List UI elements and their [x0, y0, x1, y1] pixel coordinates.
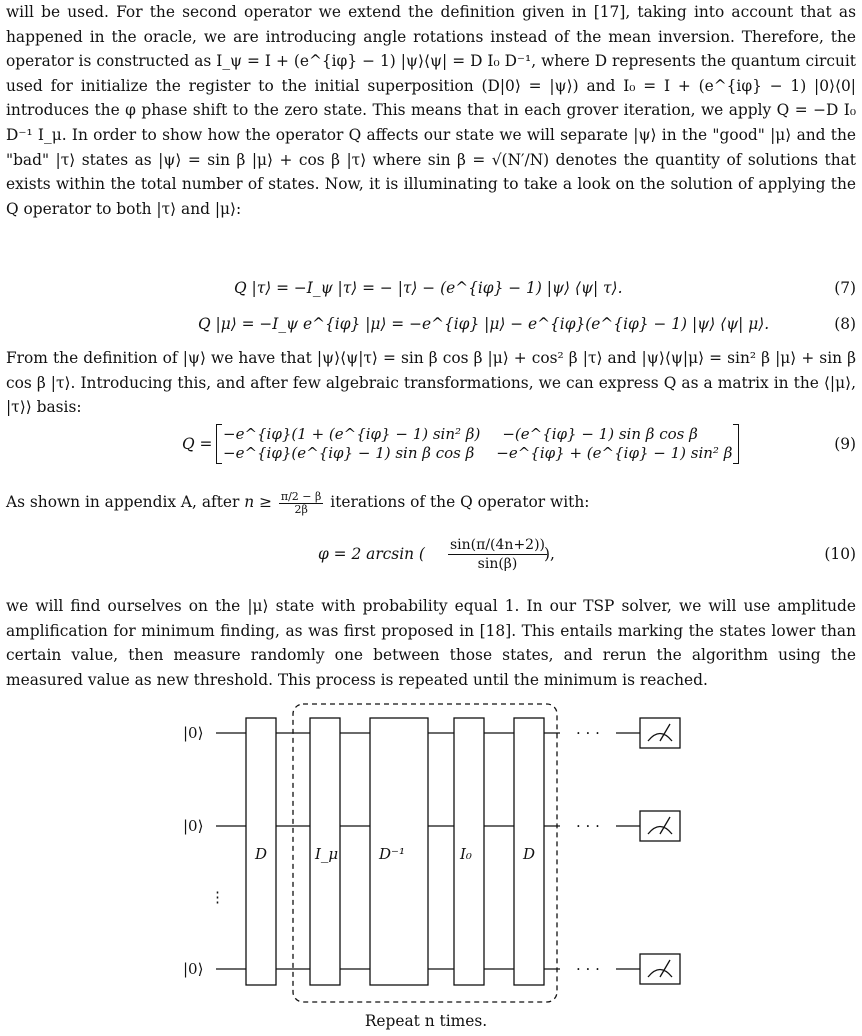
matrix-cell-11: −e^{iφ}(1 + (e^{iφ} − 1) sin² β): [223, 425, 481, 443]
equation-10-lhs: φ = 2 arcsin (: [318, 545, 425, 563]
equation-7-number: (7): [834, 279, 856, 297]
gate-label-d-final: D: [523, 845, 536, 863]
gate-label-d: D: [255, 845, 268, 863]
dots-2: · · ·: [576, 817, 600, 835]
equation-10-number: (10): [824, 545, 856, 563]
paragraph-3-inequality: n ≥: [244, 493, 272, 511]
gate-label-d-inverse: D⁻¹: [379, 845, 405, 863]
gate-label-i-zero: I₀: [460, 845, 472, 863]
qubit-label-1: |0⟩: [183, 724, 204, 742]
qubit-label-2: |0⟩: [183, 817, 204, 835]
qubit-ellipsis: ⋮: [210, 888, 225, 906]
dots-3: · · ·: [576, 960, 600, 978]
equation-8-body: Q |μ⟩ = −I_ψ e^{iφ} |μ⟩ = −e^{iφ} |μ⟩ − e^{iφ}(e^{iφ} − 1) |ψ⟩ ⟨ψ| μ⟩.: [198, 315, 770, 333]
gate-label-i-mu: I_μ: [315, 845, 339, 863]
paragraph-3-post: iterations of the Q operator with:: [330, 493, 590, 511]
dots-1: · · ·: [576, 724, 600, 742]
equation-10-close: ),: [544, 545, 555, 563]
qubit-label-4: |0⟩: [183, 960, 204, 978]
matrix-cell-12: −(e^{iφ} − 1) sin β cos β: [502, 425, 698, 443]
paragraph-2: From the definition of |ψ⟩ we have that |ψ⟩⟨ψ|τ⟩ = sin β cos β |μ⟩ + cos² β |τ⟩ and |ψ⟩⟨ψ|μ⟩ = sin² β |μ⟩ + sin β cos β |τ⟩. Introducing this, and after few algebraic transformations, we can express Q as a matrix in the ⟨|μ⟩, |τ⟩⟩ basis:: [6, 349, 856, 417]
circuit-caption: Repeat n times.: [364, 1012, 488, 1030]
fraction-numerator: π/2 − β: [280, 489, 322, 503]
paragraph-4: we will find ourselves on the |μ⟩ state with probability equal 1. In our TSP solver, we will use amplitude amplification for minimum finding, as was first proposed in [18]. This entails marking the states lower than certain value, then measure randomly one between those states, and rerun the algorithm using the measured value as new threshold. This process is repeated until the minimum is reached.: [6, 597, 856, 689]
paragraph-1: will be used. For the second operator we extend the definition given in [17], taking into account that as happened in the oracle, we are introducing angle rotations instead of the mean inversion. Therefore, the operator is constructed as I_ψ = I + (e^{iφ} − 1) |ψ⟩⟨ψ| = D I₀ D⁻¹, where D represents the quantum circuit used for initialize the register to the initial superposition (D|0⟩ = |ψ⟩) and I₀ = I + (e^{iφ} − 1) |0⟩⟨0| introduces the φ phase shift to the zero state. This means that in each grover iteration, we apply Q = −D I₀ D⁻¹ I_μ. In order to show how the operator Q affects our state we will separate |ψ⟩ in the "good" |μ⟩ and the "bad" |τ⟩ states as |ψ⟩ = sin β |μ⟩ + cos β |τ⟩ where sin β = √(N′/N) denotes the quantity of solutions that exists within the total number of states. Now, it is illuminating to take a look on the solution of applying the Q operator to both |τ⟩ and |μ⟩:: [6, 3, 856, 218]
paragraph-3-pre: As shown in appendix A, after: [6, 493, 240, 511]
eq10-numerator: sin(π/(4n+2)): [450, 537, 546, 553]
equation-9-lhs: Q =: [182, 435, 213, 453]
equation-9-number: (9): [834, 435, 856, 453]
equation-8-number: (8): [834, 315, 856, 333]
equation-7-body: Q |τ⟩ = −I_ψ |τ⟩ = − |τ⟩ − (e^{iφ} − 1) |ψ⟩ ⟨ψ| τ⟩.: [234, 279, 623, 297]
matrix-cell-22: −e^{iφ} + (e^{iφ} − 1) sin² β: [496, 444, 733, 462]
fraction-denominator: 2β: [294, 502, 308, 516]
matrix-cell-21: −e^{iφ}(e^{iφ} − 1) sin β cos β: [223, 444, 475, 462]
eq10-denominator: sin(β): [477, 556, 518, 572]
